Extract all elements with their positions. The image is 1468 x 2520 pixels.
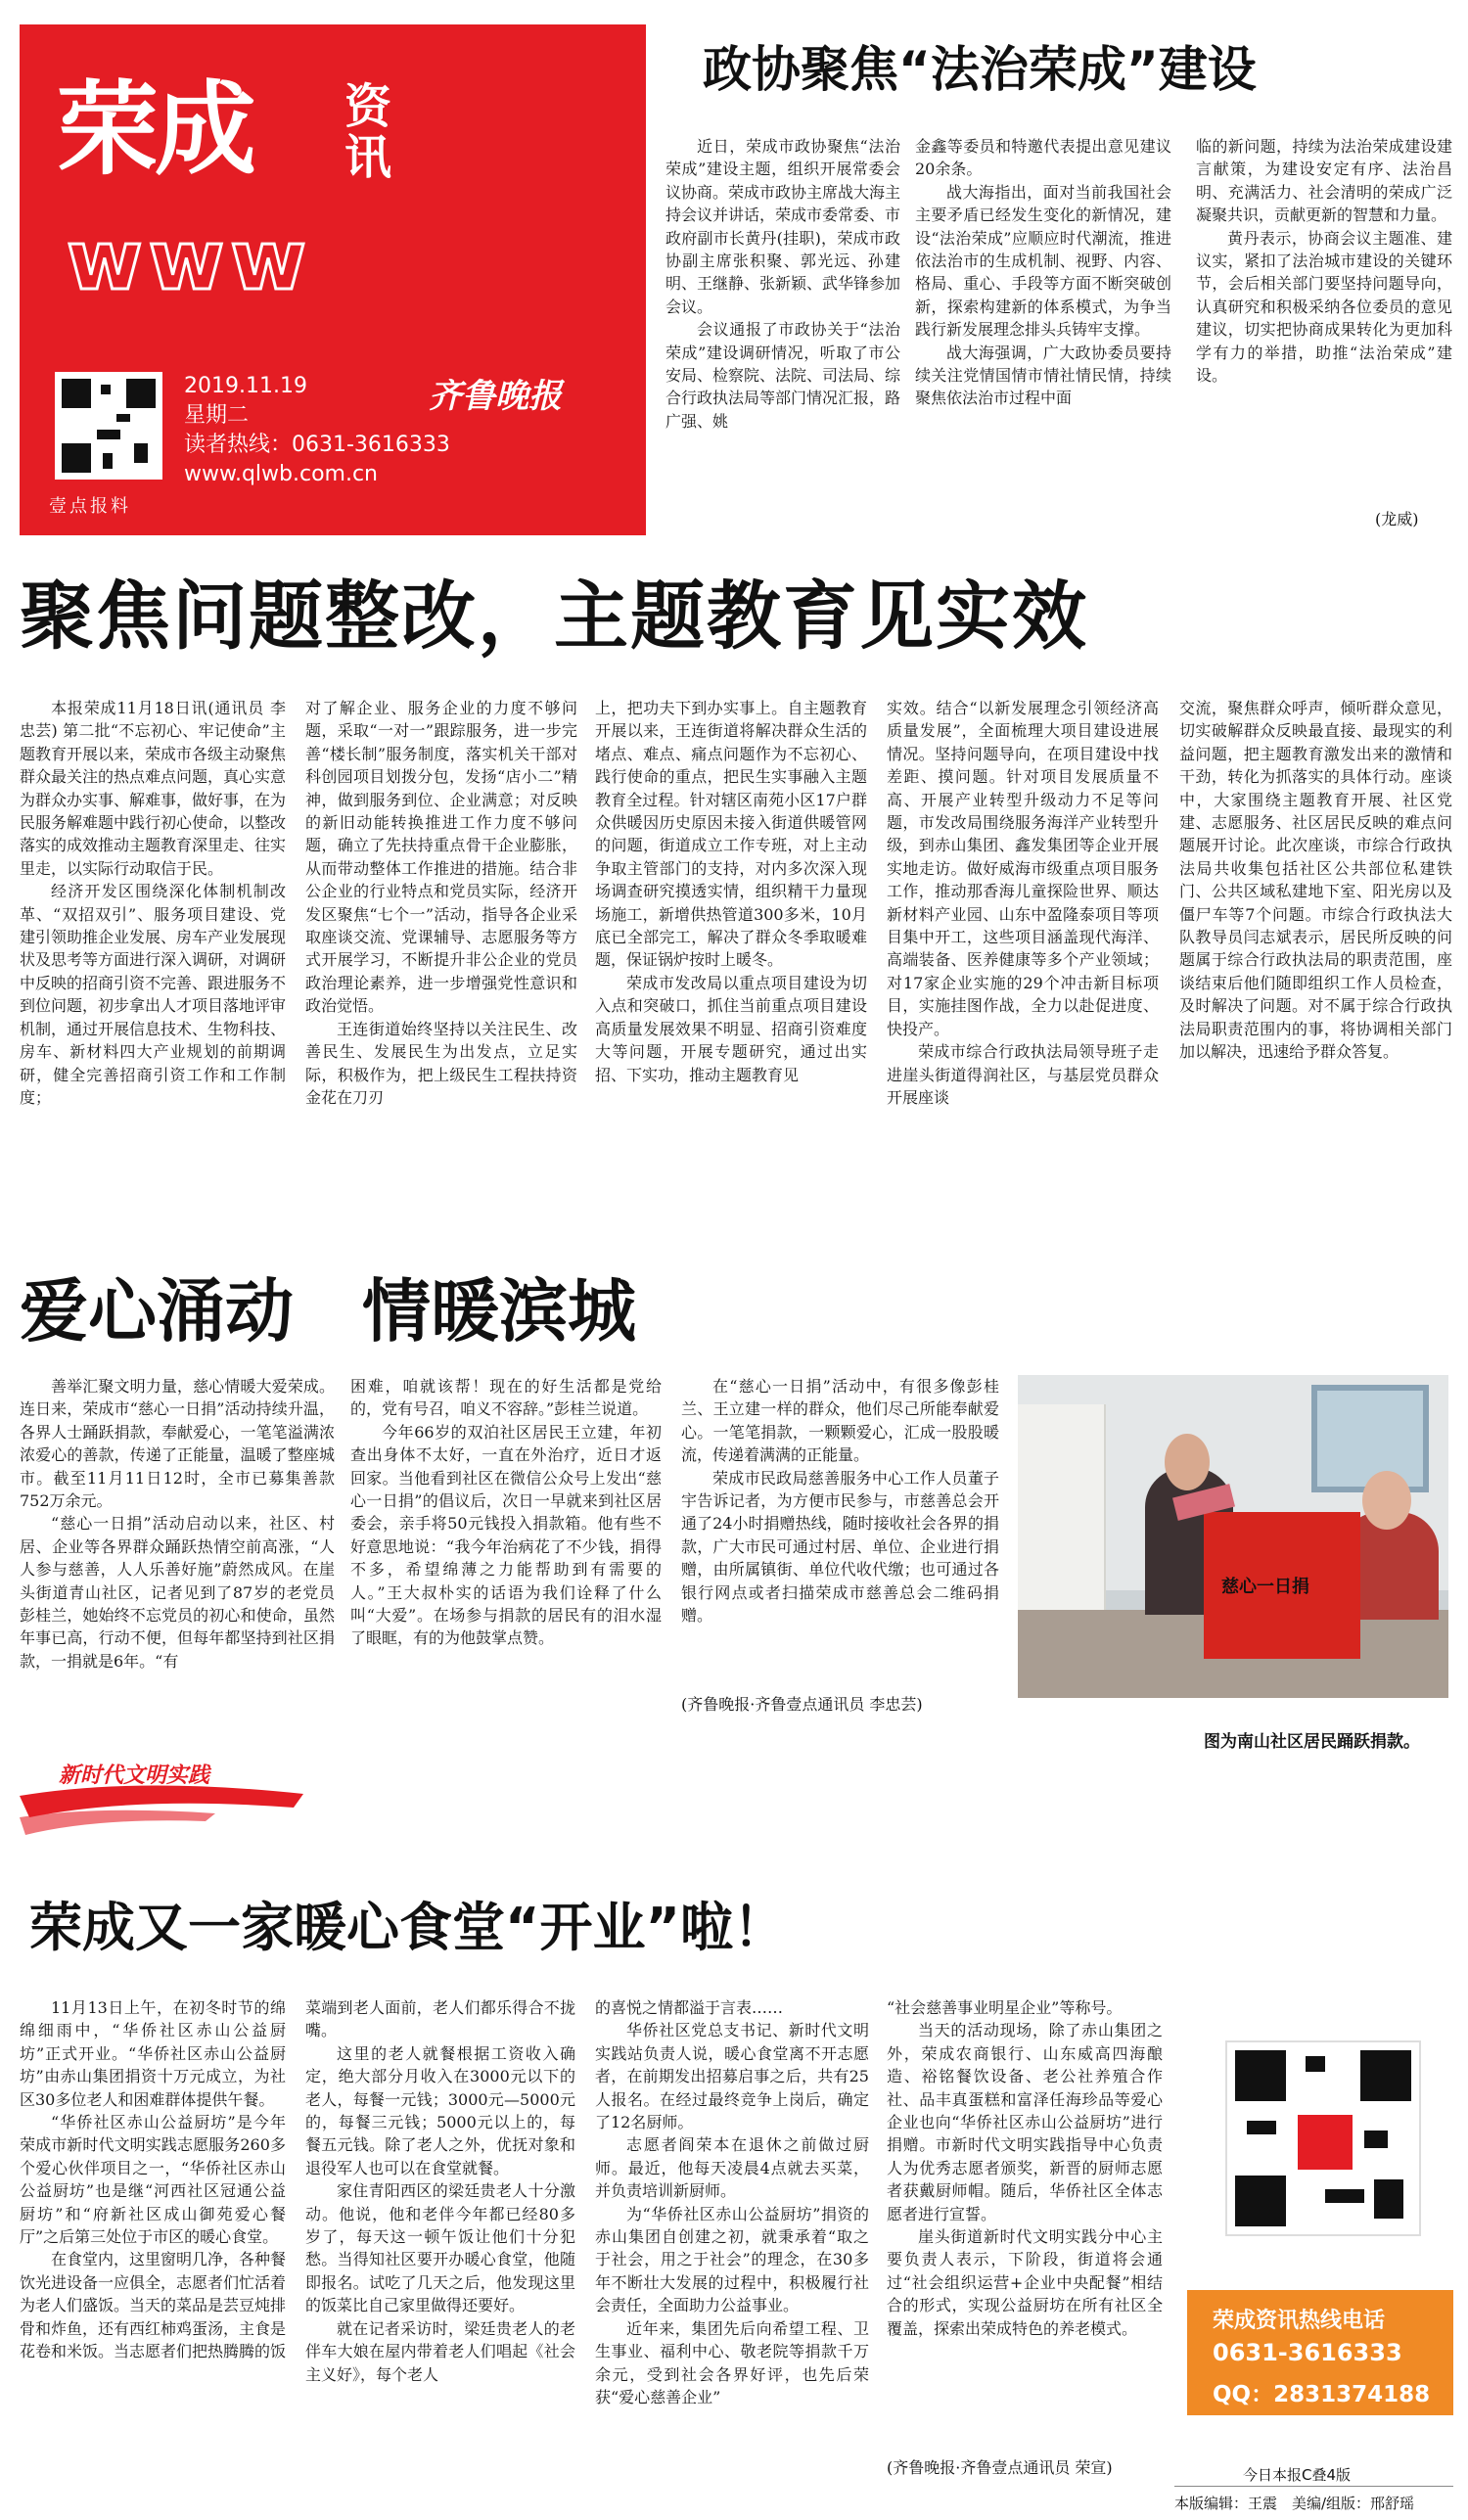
article1-col3: [1196, 135, 1452, 513]
person-left-face: [1165, 1434, 1210, 1490]
paragraph: 战大海指出，面对当前我国社会主要矛盾已经发生变化的新情况，建设“法治荣成”应顺应时代潮流，推进依法治市的生成机制、视野、内容、格局、重心、手段等方面不断突破创新，探索构建新的体系模式，为争当践行新发展理念排头兵铸牢支撑。: [915, 182, 1171, 340]
qr-code-right[interactable]: [1225, 2040, 1421, 2236]
donation-photo: [1018, 1375, 1448, 1698]
civilization-banner: [20, 1757, 313, 1855]
paragraph: 荣成市综合行政执法局领导班子走进崖头街道得润社区，与基层党员群众开展座谈: [887, 1042, 1159, 1107]
article2-col2: [305, 697, 577, 1245]
masthead-watermark: www: [67, 212, 312, 308]
paragraph: 这里的老人就餐根据工资收入确定，绝大部分月收入在3000元以下的老人，每餐一元钱；3000元—5000元的，每餐三元钱；5000元以上的，每餐五元钱。除了老人之外，优抚对象和退役军人也可以在食堂就餐。: [305, 2043, 575, 2177]
paragraph: 善举汇聚文明力量，慈心情暖大爱荣成。连日来，荣成市“慈心一日捐”活动持续升温，各界人士踊跃捐款，奉献爱心，一笔笔溢满浓浓爱心的善款，传递了正能量，温暖了整座城市。截至11月11日12时，全市已募集善款752万余元。: [20, 1377, 335, 1511]
paragraph: 本报荣成11月18日讯(通讯员 李忠芸) 第二批“不忘初心、牢记使命”主题教育开展以来，荣成市各级主动聚焦群众最关注的热点难点问题，真心实意为群众办实事、解难事，做好事，在为民服务解难题中践行初心使命，以整改落实的成效推动主题教育深里走、往实里走，以实际行动取信于民。: [20, 699, 286, 878]
photo-window: [1311, 1385, 1429, 1492]
paragraph: 王连街道始终坚持以关注民生、改善民生、发展民生为出发点，立足实际，积极作为，把上级民生工程扶持资金花在刀刃: [305, 1019, 577, 1107]
paragraph: 金鑫等委员和特邀代表提出意见建议20余条。: [915, 137, 1171, 179]
reader-hotline: 读者热线：0631-3616333: [184, 433, 450, 457]
footer-rule: [1174, 2486, 1453, 2487]
article2-col4: [887, 697, 1159, 1245]
article4-col2: [305, 1996, 575, 2505]
paragraph: 临的新问题，持续为法治荣成建设建言献策，为建设安定有序、法治昌明、充满活力、社会清明的荣成广泛凝聚共识，贡献更新的智慧和力量。: [1196, 137, 1452, 225]
paragraph: 实效。结合“以新发展理念引领经济高质量发展”，全面梳理大项目建设进展情况。坚持问题导向，在项目建设中找差距、摸问题。针对项目发展质量不高、开展产业转型升级动力不足等问题，市发改局围绕服务海洋产业转型升级，到赤山集团、鑫发集团等企业开展实地走访。做好威海市级重点项目服务工作，推动那香海儿童探险世界、顺达新材料产业园、山东中盈隆泰项目等项目集中开工，这些项目涵盖现代海洋、高端装备、医养健康等多个产业领域；对17家企业实施的29个冲击新目标项目，实施挂图作战，全力以赴促进度、快投产。: [887, 699, 1159, 1038]
article4-col3: [595, 1996, 869, 2505]
hotline-qq: QQ：2831374188: [1213, 2382, 1431, 2407]
paragraph: 菜端到老人面前，老人们都乐得合不拢嘴。: [305, 1998, 575, 2040]
article4-col4: [887, 1996, 1163, 2456]
paragraph: “华侨社区赤山公益厨坊”是今年荣成市新时代文明实践志愿服务260多个爱心伙伴项目之一，“华侨社区赤山公益厨坊”也是继“河西社区冠通公益厨坊”和“府新社区成山御苑爱心餐厅”之后第三处位于市区的暖心食堂。: [20, 2113, 286, 2247]
paragraph: 上，把功夫下到办实事上。自主题教育开展以来，王连街道将解决群众生活的堵点、难点、痛点问题作为不忘初心、践行使命的重点，把民生实事融入主题教育全过程。针对辖区南苑小区17户群众供暖因历史原因未接入街道供暖管网的问题，街道成立工作专班，对上主动争取主管部门的支持，对内多次深入现场调查研究摸透实情，组织精干力量现场施工，新增供热管道300多米，10月底已全部完工，解决了群众冬季取暖难题，保证锅炉按时上暖冬。: [595, 699, 867, 970]
article1-col1: [665, 135, 900, 531]
issue-date: 2019.11.19: [184, 374, 307, 398]
hotline-phone: 0631-3616333: [1213, 2339, 1402, 2366]
issue-weekday: 星期二: [184, 403, 250, 428]
article3-title: 爱心涌动 情暖滨城: [20, 1271, 636, 1352]
masthead: [20, 24, 646, 535]
article4-title: 荣成又一家暖心食堂“开业”啦！: [29, 1897, 786, 1958]
article3-col2: [350, 1375, 662, 1742]
article2-col1: [20, 697, 286, 1245]
article4-byline: (齐鲁晚报·齐鲁壹点通讯员 荣宣): [887, 2458, 1113, 2477]
paragraph: 近年来，集团先后向希望工程、卫生事业、福利中心、敬老院等捐款千万余元，受到社会各界好评，也先后荣获“爱心慈善企业”: [595, 2318, 869, 2406]
qr-code[interactable]: [55, 372, 162, 480]
paragraph: 交流，聚焦群众呼声，倾听群众意见，切实破解群众反映最直接、最现实的利益问题，把主题教育激发出来的激情和干劲，转化为抓落实的具体行动。座谈中，大家围绕主题教育开展、社区党建、志愿服务、社区居民反映的难点问题展开讨论。此次座谈，市综合行政执法局共收集包括社区公共部位私建铁门、公共区域私建地下室、阳光房以及僵尸车等7个问题。市综合行政执法大队教导员闫志斌表示，居民所反映的问题属于综合行政执法局的职责范围，座谈结束后他们随即组织工作人员检查，及时解决了问题。对不属于综合行政执法局职责范围内的事，将协调相关部门加以解决，迅速给予群众答复。: [1179, 699, 1452, 1062]
paragraph: 家住青阳西区的梁廷贵老人十分激动。他说，他和老伴今年都已经80多岁了，每天这一顿午饭让他们十分犯愁。当得知社区要开办暖心食堂，他随即报名。试吃了几天之后，他发现这里的饭菜比自己家里做得还要好。: [305, 2181, 575, 2315]
paragraph: 今年66岁的双泊社区居民王立建，年初查出身体不太好，一直在外治疗，近日才返回家。当他看到社区在微信公众号上发出“慈心一日捐”的倡议后，次日一早就来到社区居委会，亲手将50元钱投入捐款箱。他有些不好意思地说：“我今年治病花了不少钱，捐得不多，希望绵薄之力能帮助到有需要的人。”王大叔朴实的话语为我们诠释了什么叫“大爱”。在场参与捐款的居民有的泪水湿了眼眶，有的为他鼓掌点赞。: [350, 1422, 662, 1648]
website-link[interactable]: www.qlwb.com.cn: [184, 462, 378, 486]
paragraph: 在“慈心一日捐”活动中，有很多像彭桂兰、王立建一样的群众，他们尽己所能奉献爱心。一笔笔捐款，一颗颗爱心，汇成一股股暖流，传递着满满的正能量。: [681, 1377, 999, 1465]
brand-signature: 齐鲁晚报: [429, 377, 562, 416]
paragraph: 崖头街道新时代文明实践分中心主要负责人表示，下阶段，街道将会通过“社会组织运营+企业中央配餐”相结合的形式，实现公益厨坊在所有社区全覆盖，探索出荣成特色的养老模式。: [887, 2227, 1163, 2338]
qr-label: 壹点报料: [49, 496, 131, 517]
paragraph: 荣成市民政局慈善服务中心工作人员董子宇告诉记者，为方便市民参与，市慈善总会开通了24小时捐赠热线，随时接收社会各界的捐款，广大市民可通过村居、单位、企业进行捐赠，由所属镇街、单位代收代缴；也可通过各银行网点或者扫描荣成市慈善总会二维码捐赠。: [681, 1468, 999, 1626]
editor-credits: 本版编辑：王震 美编/组版：邢舒瑶: [1174, 2495, 1415, 2512]
paragraph: 对了解企业、服务企业的力度不够问题，采取“一对一”跟踪服务，进一步完善“楼长制”服务制度，落实机关干部对科创园项目划拨分包，发扬“店小二”精神，做到服务到位、企业满意；对反映的新旧动能转换推进工作力度不够问题，确立了先扶持重点骨干企业膨胀，从而带动整体工作推进的措施。结合非公企业的行业特点和党员实际，经济开发区聚焦“七个一”活动，指导各企业采取座谈交流、党课辅导、志愿服务等方式开展学习，不断提升非公企业的党员政治理论素养，进一步增强党性意识和政治觉悟。: [305, 699, 577, 1016]
photo-caption: 图为南山社区居民踊跃捐款。: [1204, 1732, 1420, 1752]
paragraph: 志愿者阎荣本在退休之前做过厨师。最近，他每天凌晨4点就去买菜，并负责培训新厨师。: [595, 2135, 869, 2201]
paragraph: 就在记者采访时，梁廷贵老人的老伴车大娘在屋内带着老人们唱起《社会主义好》，每个老人: [305, 2318, 575, 2384]
paragraph: 困难，咱就该帮！现在的好生活都是党给的，党有号召，咱义不容辞。”彭桂兰说道。: [350, 1377, 662, 1419]
banner-label: 新时代文明实践: [59, 1764, 210, 1788]
paragraph: 11月13日上午，在初冬时节的绵绵细雨中，“华侨社区赤山公益厨坊”正式开业。“华侨社区赤山公益厨坊”由赤山集团捐资十万元成立，为社区30多位老人和困难群体提供午餐。: [20, 1998, 286, 2109]
paragraph: 华侨社区党总支书记、新时代文明实践站负责人说，暖心食堂离不开志愿者，在前期发出招募启事之后，共有25人报名。在经过最终竞争上岗后，确定了12名厨师。: [595, 2021, 869, 2132]
paragraph: 的喜悦之情都溢于言表……: [595, 1998, 784, 2017]
paragraph: 经济开发区围绕深化体制机制改革、“双招双引”、服务项目建设、党建引领助推企业发展、房车产业发展现状及思考等方面进行深入调研，对调研中反映的招商引资不完善、跟进服务不到位问题，初步拿出人才项目落地评审机制，通过开展信息技术、生物科技、房车、新材料四大产业规划的前期调研，健全完善招商引资工作和工作制度；: [20, 882, 286, 1107]
paragraph: 战大海强调，广大政协委员要持续关注党情国情市情社情民情，持续聚焦依法治市过程中面: [915, 343, 1171, 408]
article1-title: 政协聚焦“法治荣成”建设: [703, 41, 1257, 98]
paragraph: “社会慈善事业明星企业”等称号。: [887, 1998, 1123, 2017]
article3-byline: (齐鲁晚报·齐鲁壹点通讯员 李忠芸): [681, 1695, 923, 1714]
paragraph: 黄丹表示，协商会议主题准、建议实，紧扣了法治城市建设的关键环节，会后相关部门要坚持问题导向，认真研究和积极采纳各位委员的意见建议，切实把协商成果转化为更加科学有力的举措，助推“法治荣成”建设。: [1196, 228, 1452, 386]
paragraph: 当天的活动现场，除了赤山集团之外，荣成农商银行、山东威高四海酿造、裕铭餐饮设备、老公社养殖合作社、品丰真蛋糕和富泽任海珍品等爱心企业也向“华侨社区赤山公益厨坊”进行捐赠。市新时代文明实践指导中心负责人为优秀志愿者颁奖，新晋的厨师志愿者获戴厨师帽。随后，华侨社区全体志愿者进行宣誓。: [887, 2021, 1163, 2223]
article4-col1: [20, 1996, 286, 2505]
paragraph: 为“华侨社区赤山公益厨坊”捐资的赤山集团自创建之初，就秉承着“取之于社会，用之于社会”的理念，在30多年不断壮大发展的过程中，积极履行社会责任，全面助力公益事业。: [595, 2204, 869, 2315]
article3-col1: [20, 1375, 335, 1742]
donation-box: [1204, 1512, 1360, 1659]
article2-col3: [595, 697, 867, 1245]
article2-col5: [1179, 697, 1452, 1245]
article1-byline: (龙威): [1375, 510, 1419, 528]
hotline-title: 荣成资讯热线电话: [1213, 2309, 1386, 2333]
masthead-info: [184, 372, 450, 489]
edition-note: 今日本报C叠4版: [1243, 2466, 1352, 2484]
paragraph: 近日，荣成市政协聚焦“法治荣成”建设主题，组织开展常委会议协商。荣成市政协主席战大海主持会议并讲话，荣成市委常委、市政府副市长黄丹(挂职)，荣成市政协副主席张积聚、郭光远、孙建明、王继静、张新颖、武华锋参加会议。: [665, 137, 900, 316]
masthead-logo: 荣成: [57, 69, 253, 189]
paragraph: 在食堂内，这里窗明几净，各种餐饮光进设备一应俱全，志愿者们忙活着为老人们盛饭。当天的菜品是芸豆炖排骨和炸鱼，还有西红柿鸡蛋汤，主食是花卷和米饭。当志愿者们把热腾腾的饭: [20, 2250, 286, 2361]
masthead-logo-small: 资讯: [344, 79, 392, 185]
article3-col3: [681, 1375, 999, 1698]
donation-box-label: 慈心一日捐: [1221, 1577, 1309, 1597]
hotline-box: [1187, 2290, 1453, 2415]
article1-col2: [915, 135, 1171, 531]
person-right-face: [1362, 1471, 1411, 1530]
paragraph: “慈心一日捐”活动启动以来，社区、村居、企业等各界群众踊跃热情空前高涨，“人人参与慈善，人人乐善好施”蔚然成风。在崖头街道青山社区，记者见到了87岁的老党员彭桂兰，她始终不忘党员的初心和使命，虽然年事已高，行动不便，但每年都坚持到社区捐款，一捐就是6年。“有: [20, 1514, 335, 1671]
paragraph: 会议通报了市政协关于“法治荣成”建设调研情况，听取了市公安局、检察院、法院、司法局、综合行政执法局等部门情况汇报，路广强、姚: [665, 320, 900, 431]
paragraph: 荣成市发改局以重点项目建设为切入点和突破口，抓住当前重点项目建设高质量发展效果不明显、招商引资难度大等问题，开展专题研究，通过出实招、下实功，推动主题教育见: [595, 973, 867, 1084]
article2-title: 聚焦问题整改，主题教育见实效: [20, 573, 1088, 660]
